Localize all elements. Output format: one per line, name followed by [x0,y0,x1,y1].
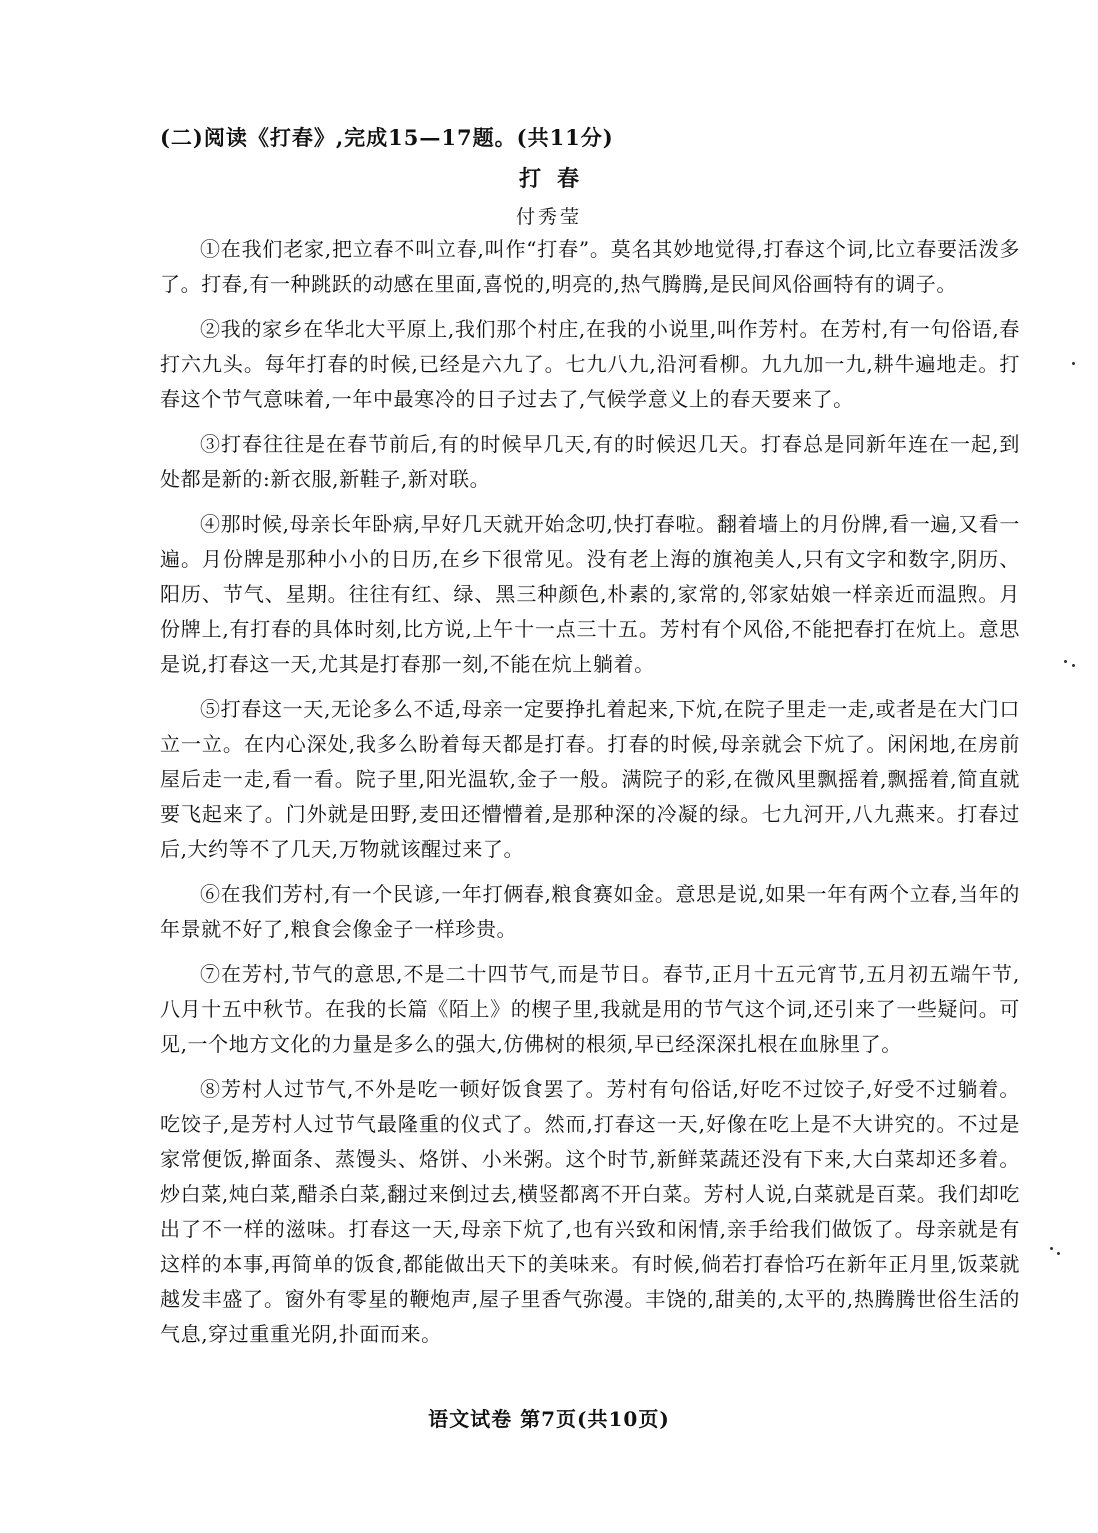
paragraph-8: ⑧芳村人过节气,不外是吃一顿好饭食罢了。芳村有句俗话,好吃不过饺子,好受不过躺着。吃饺子,是芳村人过节气最隆重的仪式了。然而,打春这一天,好像在吃上是不大讲究的。不过是家常便饭,擀面条、蒸馒头、烙饼、小米粥。这个时节,新鲜菜蔬还没有下来,大白菜却还多着。炒白菜,炖白菜,醋杀白菜,翻过来倒过去,横竖都离不开白菜。芳村人说,白菜就是百菜。我们却吃出了不一样的滋味。打春这一天,母亲下炕了,也有兴致和闲情,亲手给我们做饭了。母亲就是有这样的本事,再简单的饭食,都能做出天下的美味来。有时候,倘若打春恰巧在新年正月里,饭菜就越发丰盛了。窗外有零星的鞭炮声,屋子里香气弥漫。丰饶的,甜美的,太平的,热腾腾世俗生活的气息,穿过重重光阴,扑面而来。 [160,1077,1020,1346]
article-body [160,232,1020,1362]
scan-speck [1072,362,1075,365]
paragraph-2: ②我的家乡在华北大平原上,我们那个村庄,在我的小说里,叫作芳村。在芳村,有一句俗语,春打六九头。每年打春的时候,已经是六九了。七九八九,沿河看柳。九九加一九,耕牛遍地走。打春这个节气意味着,一年中最寒冷的日子过去了,气候学意义上的春天要来了。 [160,317,1020,411]
paragraph-6: ⑥在我们芳村,有一个民谚,一年打俩春,粮食赛如金。意思是说,如果一年有两个立春,当年的年景就不好了,粮食会像金子一样珍贵。 [160,882,1020,941]
article-title: 打春 [518,166,595,192]
scan-speck [1057,1252,1060,1255]
scan-speck [1072,664,1075,667]
page-footer: 语文试卷 第7页(共10页) [428,1407,670,1431]
paragraph-4: ④那时候,母亲长年卧病,早好几天就开始念叨,快打春啦。翻着墙上的月份牌,看一遍,又看一遍。月份牌是那种小小的日历,在乡下很常见。没有老上海的旗袍美人,只有文字和数字,阴历、阳历、节气、星期。往往有红、绿、黑三种颜色,朴素的,家常的,邻家姑娘一样亲近而温煦。月份牌上,有打春的具体时刻,比方说,上午十一点三十五。芳村有个风俗,不能把春打在炕上。意思是说,打春这一天,尤其是打春那一刻,不能在炕上躺着。 [160,512,1020,676]
article-author: 付秀莹 [515,206,582,228]
paragraph-5: ⑤打春这一天,无论多么不适,母亲一定要挣扎着起来,下炕,在院子里走一走,或者是在大门口立一立。在内心深处,我多么盼着每天都是打春。打春的时候,母亲就会下炕了。闲闲地,在房前屋后走一走,看一看。院子里,阳光温软,金子一般。满院子的彩,在微风里飘摇着,飘摇着,简直就要飞起来了。门外就是田野,麦田还懵懵着,是那种深的冷凝的绿。七九河开,八九燕来。打春过后,大约等不了几天,万物就该醒过来了。 [160,697,1020,861]
scan-speck [1064,660,1067,663]
paragraph-7: ⑦在芳村,节气的意思,不是二十四节气,而是节日。春节,正月十五元宵节,五月初五端午节,八月十五中秋节。在我的长篇《陌上》的楔子里,我就是用的节气这个词,还引来了一些疑问。可见,一个地方文化的力量是多么的强大,仿佛树的根须,早已经深深扎根在血脉里了。 [160,962,1020,1056]
paragraph-3: ③打春往往是在春节前后,有的时候早几天,有的时候迟几天。打春总是同新年连在一起,到处都是新的:新衣服,新鞋子,新对联。 [160,432,1020,491]
scan-speck [1050,1247,1053,1250]
paragraph-1: ①在我们老家,把立春不叫立春,叫作“打春”。莫名其妙地觉得,打春这个词,比立春要活泼多了。打春,有一种跳跃的动感在里面,喜悦的,明亮的,热气腾腾,是民间风俗画特有的调子。 [160,237,1020,296]
section-header: (二)阅读《打春》,完成15—17题。(共11分) [160,125,614,150]
